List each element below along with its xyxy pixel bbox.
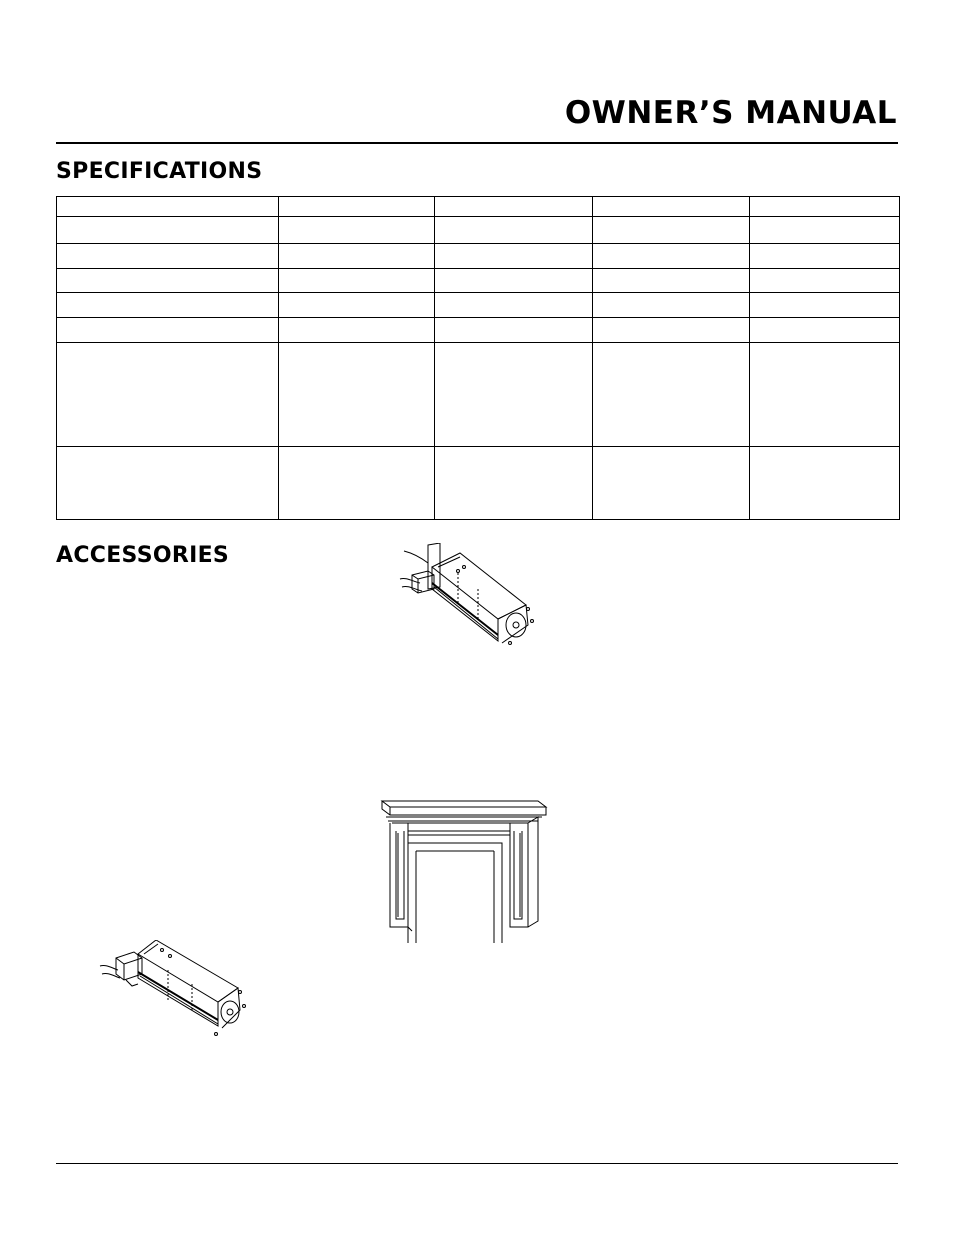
table-row [57,293,900,318]
mantel-icon [378,797,550,943]
accessories-heading: ACCESSORIES [56,543,230,568]
blower-kit-icon [398,543,538,648]
blower-kit-icon [98,940,248,1040]
specifications-table [56,196,900,520]
table-row [57,217,900,244]
table-row [57,269,900,293]
table-row [57,447,900,520]
page-title: OWNER’S MANUAL [564,95,897,131]
table-row [57,343,900,447]
header-rule [56,142,898,144]
table-row [57,197,900,217]
table-row [57,318,900,343]
specifications-heading: SPECIFICATIONS [56,159,263,184]
footer-rule [56,1163,898,1164]
table-row [57,244,900,269]
